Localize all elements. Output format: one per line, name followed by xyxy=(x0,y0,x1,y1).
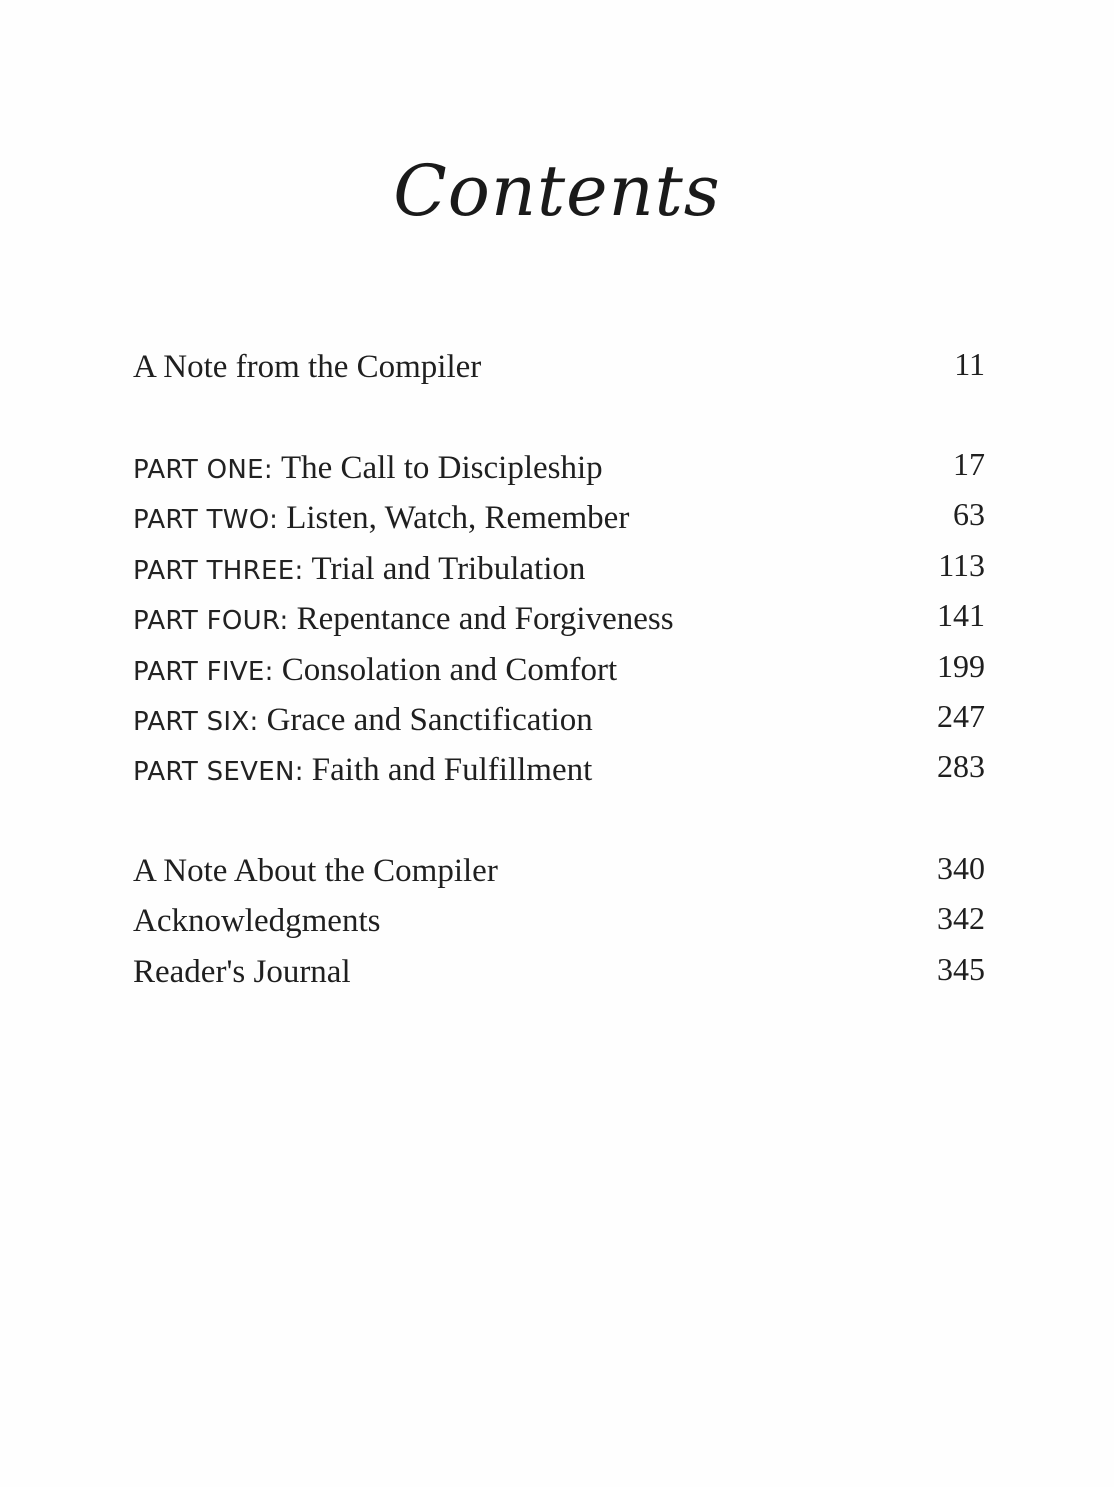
part-title: Consolation and Comfort xyxy=(281,651,618,688)
part-title: Trial and Tribulation xyxy=(311,550,586,587)
part-title: Listen, Watch, Remember xyxy=(286,500,630,537)
toc-entry-page: 199 xyxy=(937,647,985,684)
part-prefix: PART SEVEN: xyxy=(133,757,304,788)
toc-entry-page: 113 xyxy=(938,546,985,583)
toc-entry-page: 247 xyxy=(937,697,985,734)
toc-part-entry xyxy=(133,694,985,744)
toc-part-entry xyxy=(133,593,985,643)
toc-front-matter xyxy=(133,342,985,392)
toc-entry-page: 340 xyxy=(937,850,985,886)
part-prefix: PART FOUR: xyxy=(133,606,289,637)
part-title: Repentance and Forgiveness xyxy=(296,601,674,638)
part-prefix: PART THREE: xyxy=(133,555,304,586)
part-prefix: PART SIX: xyxy=(133,706,259,737)
toc-entry-page: 141 xyxy=(937,597,985,634)
toc-entry-page: 345 xyxy=(937,950,985,987)
part-title: Faith and Fulfillment xyxy=(311,752,593,789)
toc-part-entry xyxy=(133,543,985,593)
toc-entry xyxy=(133,896,985,946)
part-title: The Call to Discipleship xyxy=(280,450,603,486)
toc-entry-label: Acknowledgments xyxy=(133,903,381,940)
toc-part-entry xyxy=(133,644,985,694)
toc-entry xyxy=(133,846,985,896)
part-prefix: PART FIVE: xyxy=(133,656,274,687)
toc-parts xyxy=(133,442,985,795)
toc-part-entry xyxy=(133,492,985,542)
toc-entry-label: A Note About the Compiler xyxy=(133,853,498,889)
toc-entry-page: 17 xyxy=(953,446,985,482)
toc-entry-page: 63 xyxy=(953,496,985,533)
toc-part-entry xyxy=(133,442,985,492)
toc-entry-label: A Note from the Compiler xyxy=(133,349,482,385)
toc-entry xyxy=(133,947,985,997)
toc-back-matter xyxy=(133,846,985,997)
toc-entry-page: 11 xyxy=(954,346,985,382)
part-prefix: PART ONE: xyxy=(133,455,273,485)
toc-entry-page: 342 xyxy=(937,900,985,937)
toc-entry-label: Reader's Journal xyxy=(133,953,351,990)
part-title: Grace and Sanctification xyxy=(266,701,593,738)
toc-part-entry xyxy=(133,744,985,794)
page-title: Contents xyxy=(393,150,721,232)
toc-entry xyxy=(133,342,985,392)
part-prefix: PART TWO: xyxy=(133,505,279,536)
toc-entry-page: 283 xyxy=(937,748,985,785)
